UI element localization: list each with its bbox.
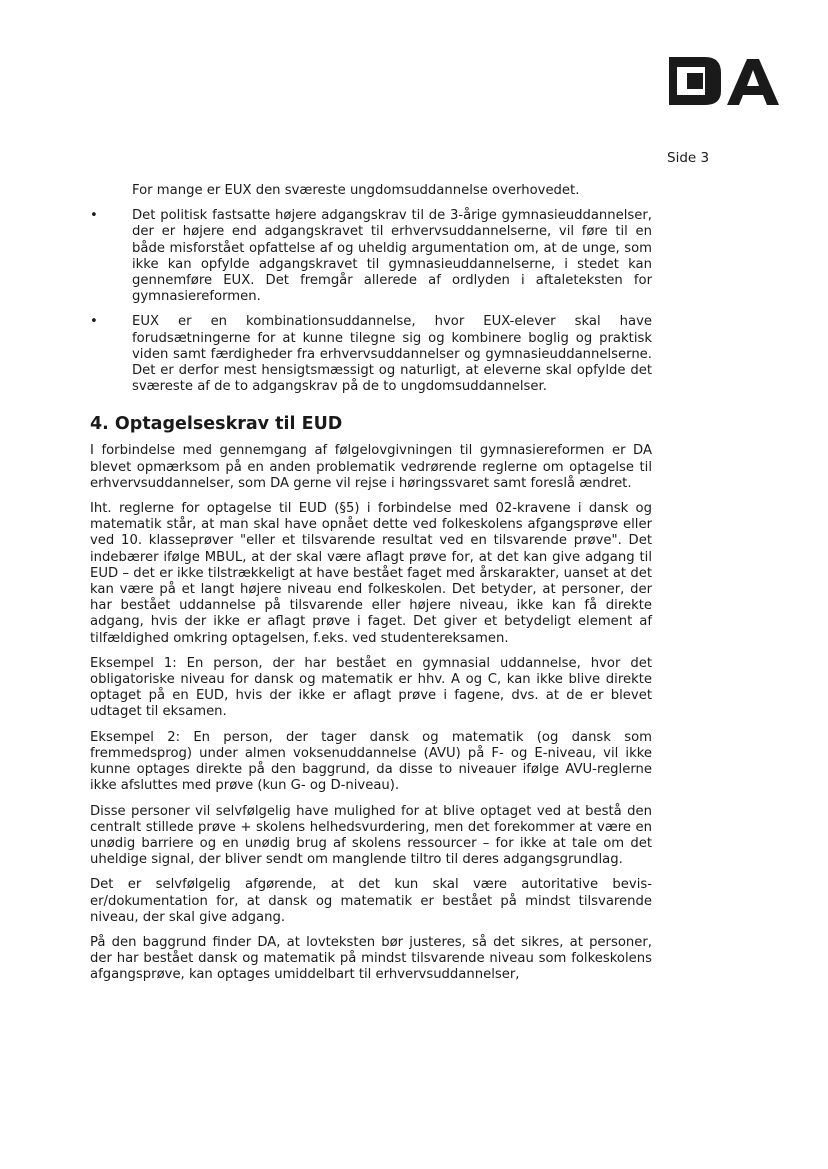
paragraph: Eksempel 2: En person, der tager dansk og matematik (og dansk som fremmedsprog) under almen voksenuddannelse (AVU) på F- og E-niveau, vil ikke kunne optages direkte på den baggrund, da disse to niveauer ifølge AVU-reglerne ikke afsluttes med prøve (kun G- og D-niveau). xyxy=(90,729,652,794)
bullet-item xyxy=(90,314,652,395)
paragraph: Det er selvfølgelig afgørende, at det kun skal være autoritative bevis-er/dokumentation for, at dansk og matematik er bestået på mindst tilsvarende niveau, der skal give adgang. xyxy=(90,877,652,925)
bullet-list xyxy=(90,208,652,395)
logo-a-shape xyxy=(727,59,779,105)
section-heading: 4. Optagelseskrav til EUD xyxy=(90,414,343,435)
paragraph: Disse personer vil selvfølgelig have mulighed for at blive optaget ved at bestå den centralt stillede prøve + skolens helhedsvurdering, men det forekommer at være en unødig barriere og en unødig brug af skolens ressourcer – for ikke at tale om det uheldige signal, der bliver sendt om manglende tiltro til deres adgangsgrundlag. xyxy=(90,803,652,868)
paragraph: Eksempel 1: En person, der har bestået en gymnasial uddannelse, hvor det obligatoriske niveau for dansk og matematik er hhv. A og C, kan ikke blive direkte optaget på en EUD, hvis der ikke er aflagt prøve i fagene, dvs. at de er blevet udtaget til eksamen. xyxy=(90,655,652,720)
bullet-marker: • xyxy=(90,208,98,224)
da-logo xyxy=(667,55,781,107)
bullet-text: EUX er en kombinationsuddannelse, hvor EUX-elever skal have forudsætningerne for at kunne tilegne sig og kombinere boglig og praktisk viden samt færdigheder fra erhvervsuddannelser og gymnasieuddannelserne. Det er derfor mest hensigtsmæssigt og naturligt, at eleverne skal opfylde det sværeste af de to adgangskrav på de to ungdomsuddannelser. xyxy=(132,314,652,395)
paragraph: På den baggrund finder DA, at lovteksten bør justeres, så det sikres, at personer, der har bestået dansk og matematik på mindst tilsvarende niveau som folkeskolens afgangsprøve, kan optages umiddelbart til erhvervsuddannelser, xyxy=(90,934,652,983)
paragraph: Iht. reglerne for optagelse til EUD (§5) i forbindelse med 02-kravene i dansk og matematik står, at man skal have opnået dette ved folkeskolens afgangsprøve eller ved 10. klasseprøver "eller et tilsvarende resultat ved en tilsvarende prøve". Det indebærer ifølge MBUL, at der skal være aflagt prøve for, at det kan give adgang til EUD – det er ikke tilstrækkeligt at have bestået faget med årskarakter, uanset at det kan være på et langt højere niveau end folkeskolen. Det betyder, at personer, der har bestået uddannelse på tilsvarende eller højere niveau, ikke kan få direkte adgang, hvis der ikke er aflagt prøve i faget. Det giver et betydeligt element af tilfældighed omkring optagelsen, f.eks. ved studentereksamen. xyxy=(90,501,652,646)
bullet-item xyxy=(90,208,652,305)
document-body xyxy=(90,183,652,993)
bullet-text: Det politisk fastsatte højere adgangskrav til de 3-årige gymnasieuddannelser, der er højere end adgangskravet til erhvervsuddannelserne, vil føre til en både misforstået opfattelse af og uheldig argumentation om, at de unge, som ikke kan opfylde adgangskravet til gymnasieuddannelserne, i stedet kan gennemføre EUX. Det fremgår allerede af ordlyden i aftaleteksten for gymnasiereformen. xyxy=(132,208,652,305)
paragraph: I forbindelse med gennemgang af følgelovgivningen til gymnasiereformen er DA blevet opmærksom på en anden problematik vedrørende reglerne om optagelse til erhvervsuddannelser, som DA gerne vil rejse i høringssvaret samt foreslå ændret. xyxy=(90,443,652,491)
intro-line: For mange er EUX den sværeste ungdomsuddannelse overhovedet. xyxy=(132,183,580,198)
page-number: Side 3 xyxy=(667,150,710,166)
bullet-marker: • xyxy=(90,314,98,330)
logo-d-counter xyxy=(677,67,683,95)
